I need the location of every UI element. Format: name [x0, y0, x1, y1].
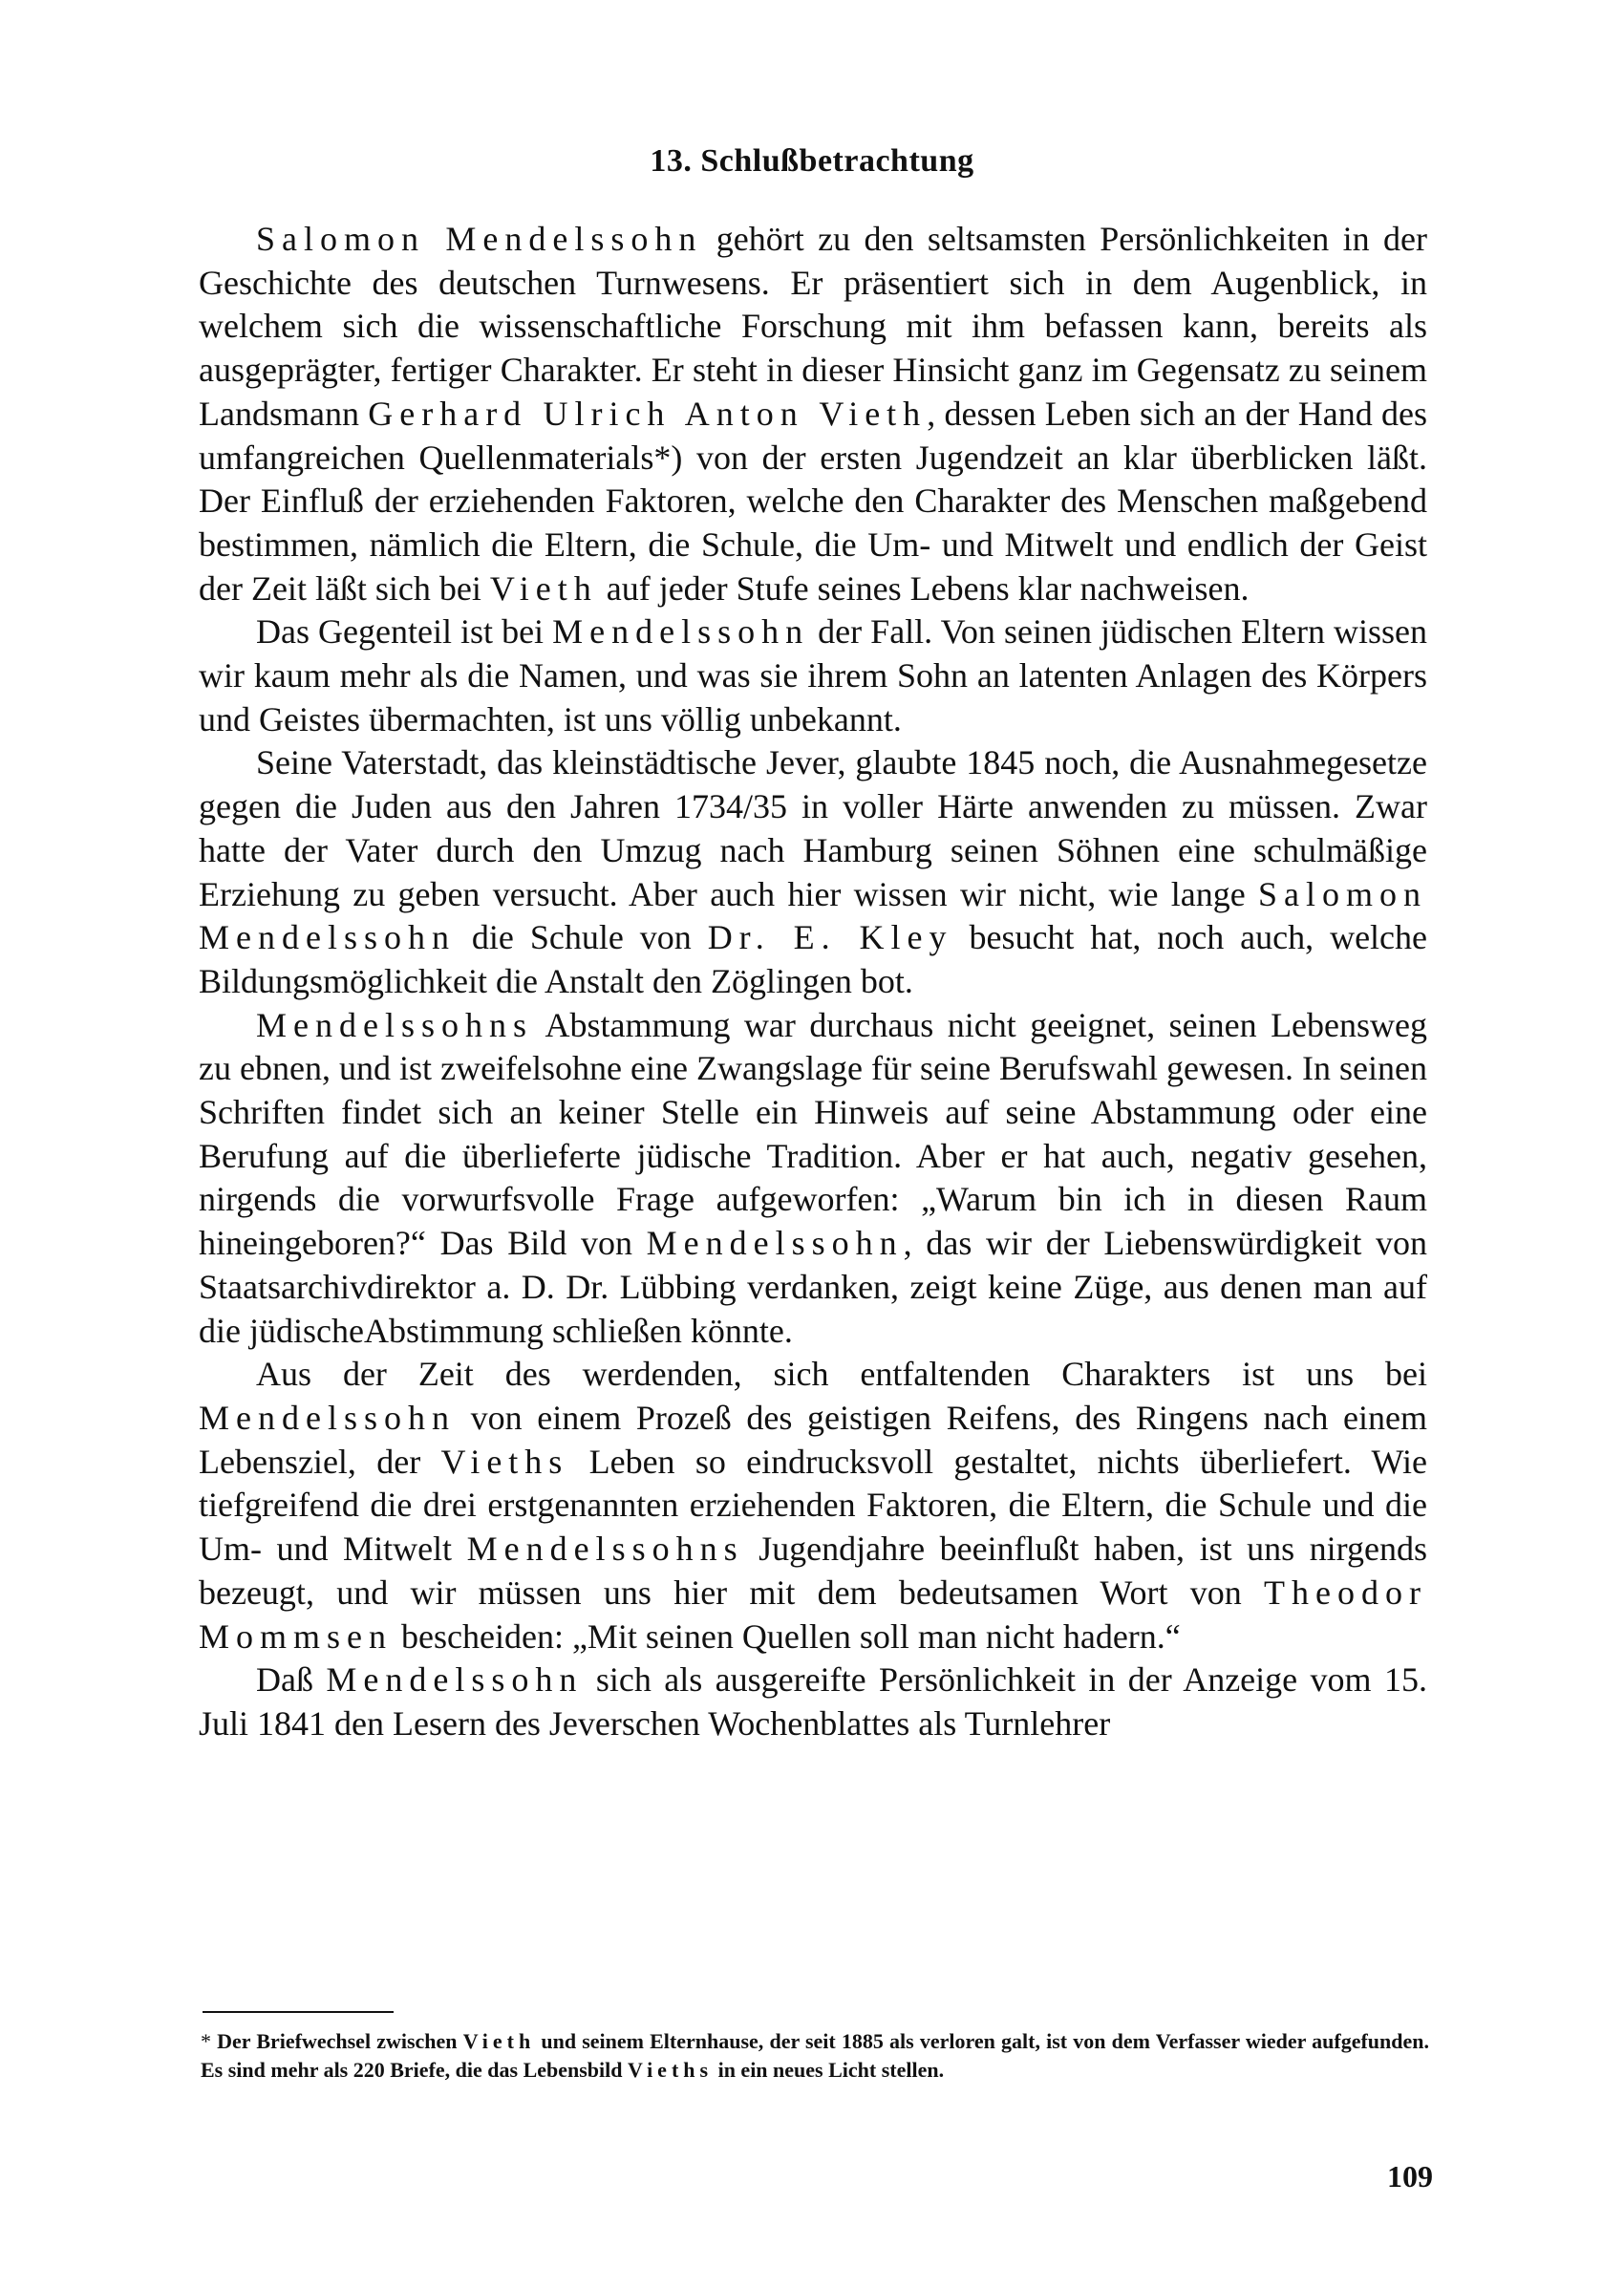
text-segment: Jugendjahre beeinflußt haben, ist uns nirgends bezeugt, und wir müssen uns hier mit dem bedeutsamen Wort von — [199, 1530, 1427, 1612]
page-number: 109 — [1387, 2159, 1433, 2194]
text-segment: Leben so eindrucksvoll gestaltet, nichts überliefert. Wie tiefgreifend die drei erstgenannten erziehenden Faktoren, die Eltern, die Schule und die Um- und Mitwelt — [199, 1442, 1428, 1569]
text-segment: Vieth — [489, 568, 598, 608]
text-segment: Salomon Mendelssohn — [256, 220, 703, 258]
text-segment: Vieths — [440, 1442, 569, 1481]
text-segment: Mendelssohn — [646, 1224, 904, 1263]
footnote-mark: * — [201, 2029, 211, 2053]
text-segment: in ein neues Licht stellen. — [713, 2058, 945, 2082]
text-segment: Gerhard Ulrich Anton Vieth — [368, 394, 928, 433]
text-segment: Vieths — [628, 2058, 714, 2082]
body-text — [199, 218, 1427, 1746]
section-heading: 13. Schlußbetrachtung — [650, 143, 974, 179]
text-segment: Aus der Zeit des werdenden, sich entfaltenden Charakters ist uns bei — [256, 1355, 1427, 1394]
text-segment: Seine Vaterstadt, das kleinstädtische Jever, glaubte 1845 noch, die Ausnahmegesetze gegen die Juden aus den Jahren 1734/35 in voller Härte anwenden zu müssen. Zwar hatte der Vater durch den Umzug nach Hamburg seinen Söhnen eine schulmäßige Erziehung zu geben versucht. Aber auch hier wissen wir nicht, wie lange — [199, 743, 1427, 913]
paragraph — [199, 1004, 1427, 1354]
text-segment: Mendelssohn — [199, 1398, 456, 1437]
text-segment: Vieth — [462, 2029, 536, 2053]
text-segment: die Schule von — [456, 918, 708, 957]
text-segment: sich als ausgereifte Persönlichkeit in der Anzeige vom 15. Juli 1841 den Lesern des Jeverschen Wochenblattes als Turnlehrer — [199, 1660, 1427, 1743]
text-segment: , dessen Leben sich an der Hand des umfangreichen Quellenmaterials*) von der ersten Jugendzeit an klar überblicken läßt. Der Einfluß der erziehenden Faktoren, welche den Charakter des Menschen maßgebend bestimmen, nämlich die Eltern, die Schule, die Um- und Mitwelt und endlich der Geist der Zeit läßt sich bei — [199, 394, 1427, 608]
text-segment: auf jeder Stufe seines Lebens klar nachweisen. — [597, 568, 1250, 608]
text-segment: Mendelssohns — [466, 1530, 744, 1569]
text-segment: gehört zu den seltsamsten Persönlichkeiten in der Geschichte des deutschen Turnwesens. Er präsentiert sich in dem Augenblick, in welchem sich die wissenschaftliche Forschung mit ihm befassen kann, bereits als ausgeprägter, fertiger Charakter. Er steht in dieser Hinsicht ganz im Gegensatz zu seinem Landsmann — [199, 220, 1427, 433]
text-segment: Dr. E. Kley — [707, 918, 953, 957]
text-segment: Theodor Mommsen — [199, 1573, 1427, 1656]
text-segment: bescheiden: „Mit seinen Quellen soll man nicht hadern.“ — [393, 1616, 1181, 1656]
paragraph — [199, 610, 1427, 741]
footnote — [201, 2027, 1429, 2085]
text-segment: Abstammung war durchaus nicht geeignet, seinen Lebensweg zu ebnen, und ist zweifelsohne eine Zwangslage für seine Berufswahl gewesen. In seinen Schriften findet sich an keiner Stelle ein Hinweis auf seine Abstammung oder eine Berufung auf die überlieferte jüdische Tradition. Aber er hat auch, negativ gesehen, nirgends die vorwurfsvolle Frage aufgeworfen: „Warum bin ich in diesen Raum hineingeboren?“ Das Bild von — [199, 1005, 1427, 1263]
paragraph — [199, 741, 1427, 1003]
text-segment: von einem Prozeß des geistigen Reifens, des Ringens nach einem Lebensziel, der — [199, 1398, 1427, 1481]
text-segment: und seinem Elternhause, der seit 1885 als verloren galt, ist von dem Verfasser wieder aufgefunden. Es sind mehr als 220 Briefe, die das Lebensbild — [201, 2029, 1430, 2082]
footnote-divider — [203, 2011, 394, 2013]
text-segment: der Fall. Von seinen jüdischen Eltern wissen wir kaum mehr als die Namen, und was sie ihrem Sohn an latenten Anlagen des Körpers und Geistes übermachten, ist uns völlig unbekannt. — [199, 612, 1428, 738]
text-segment: Der Briefwechsel zwischen — [211, 2029, 463, 2053]
paragraph — [199, 1659, 1427, 1745]
text-segment: Salomon Mendelssohn — [199, 874, 1427, 957]
text-segment: Mendelssohn — [326, 1660, 584, 1700]
text-segment: Das Gegenteil ist bei — [256, 612, 553, 652]
paragraph — [199, 1353, 1427, 1659]
text-segment: Mendelssohn — [552, 612, 810, 652]
text-segment: , das wir der Liebenswürdigkeit von Staatsarchivdirektor a. D. Dr. Lübbing verdanken, zeigt keine Züge, aus denen man auf die jüdischeAbstimmung schließen könnte. — [199, 1224, 1428, 1350]
text-segment: besucht hat, noch auch, welche Bildungsmöglichkeit die Anstalt den Zöglingen bot. — [199, 918, 1428, 1000]
text-segment: Mendelssohns — [256, 1005, 533, 1044]
paragraph — [199, 218, 1427, 610]
text-segment: Daß — [256, 1660, 327, 1700]
